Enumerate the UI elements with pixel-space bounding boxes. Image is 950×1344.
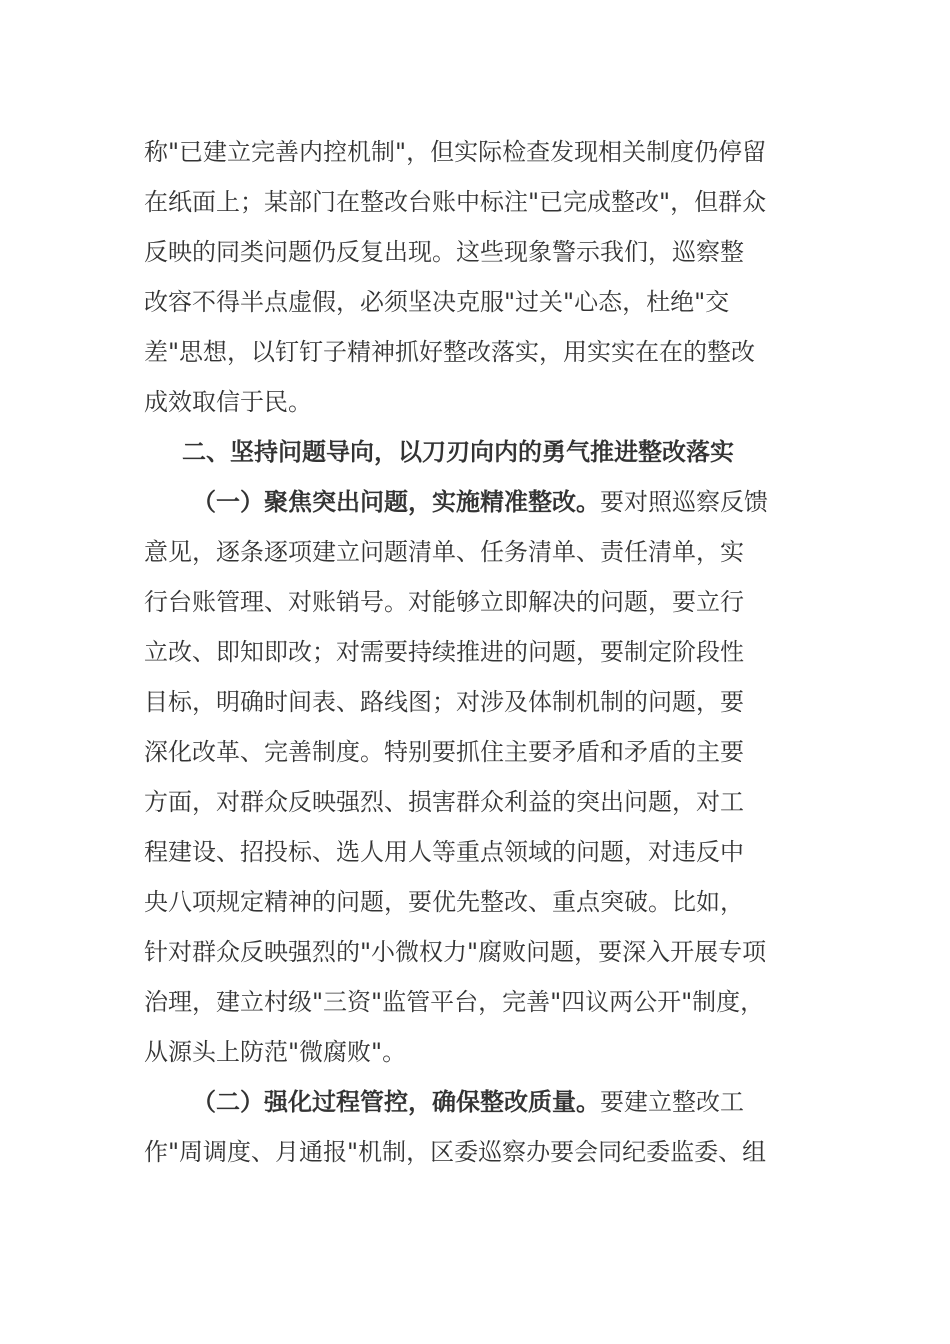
heading-text: 二、坚持问题导向，以刀刃向内的勇气推进整改落实 (182, 438, 734, 466)
text-line-rest: 要对照巡察反馈 (600, 488, 768, 516)
text-line: 深化改革、完善制度。特别要抓住主要矛盾和矛盾的主要 (144, 738, 744, 766)
text-line: 行台账管理、对账销号。对能够立即解决的问题，要立行 (144, 588, 744, 616)
text-line: 差"思想，以钉钉子精神抓好整改落实，用实实在在的整改 (144, 338, 756, 366)
text-line: 目标，明确时间表、路线图；对涉及体制机制的问题，要 (144, 688, 744, 716)
paragraph-section-1 (144, 477, 806, 1077)
text-line: 立改、即知即改；对需要持续推进的问题，要制定阶段性 (144, 638, 744, 666)
text-line: 意见，逐条逐项建立问题清单、任务清单、责任清单，实 (144, 538, 744, 566)
section-heading-2 (144, 427, 806, 477)
text-line: 针对群众反映强烈的"小微权力"腐败问题，要深入开展专项 (144, 938, 767, 966)
text-line: 称"已建立完善内控机制"，但实际检查发现相关制度仍停留 (144, 138, 767, 166)
text-line: 改容不得半点虚假，必须坚决克服"过关"心态，杜绝"交 (144, 288, 730, 316)
text-line: 方面，对群众反映强烈、损害群众利益的突出问题，对工 (144, 788, 744, 816)
subsection-lead: （二）强化过程管控，确保整改质量。 (192, 1088, 600, 1116)
text-line-rest: 要建立整改工 (600, 1088, 744, 1116)
text-line: 央八项规定精神的问题，要优先整改、重点突破。比如， (144, 888, 744, 916)
text-line-first (144, 477, 806, 527)
text-line: 从源头上防范"微腐败"。 (144, 1038, 407, 1066)
paragraph-section-2 (144, 1077, 806, 1177)
paragraph-intro (144, 127, 806, 427)
text-line: 程建设、招投标、选人用人等重点领域的问题，对违反中 (144, 838, 744, 866)
document-page (144, 127, 806, 1177)
text-line: 反映的同类问题仍反复出现。这些现象警示我们，巡察整 (144, 238, 744, 266)
subsection-lead: （一）聚焦突出问题，实施精准整改。 (192, 488, 600, 516)
text-line: 治理，建立村级"三资"监管平台，完善"四议两公开"制度， (144, 988, 765, 1016)
text-line-first (144, 1077, 806, 1127)
text-line: 作"周调度、月通报"机制，区委巡察办要会同纪委监委、组 (144, 1138, 767, 1166)
text-line: 在纸面上；某部门在整改台账中标注"已完成整改"，但群众 (144, 188, 767, 216)
text-line: 成效取信于民。 (144, 388, 312, 416)
